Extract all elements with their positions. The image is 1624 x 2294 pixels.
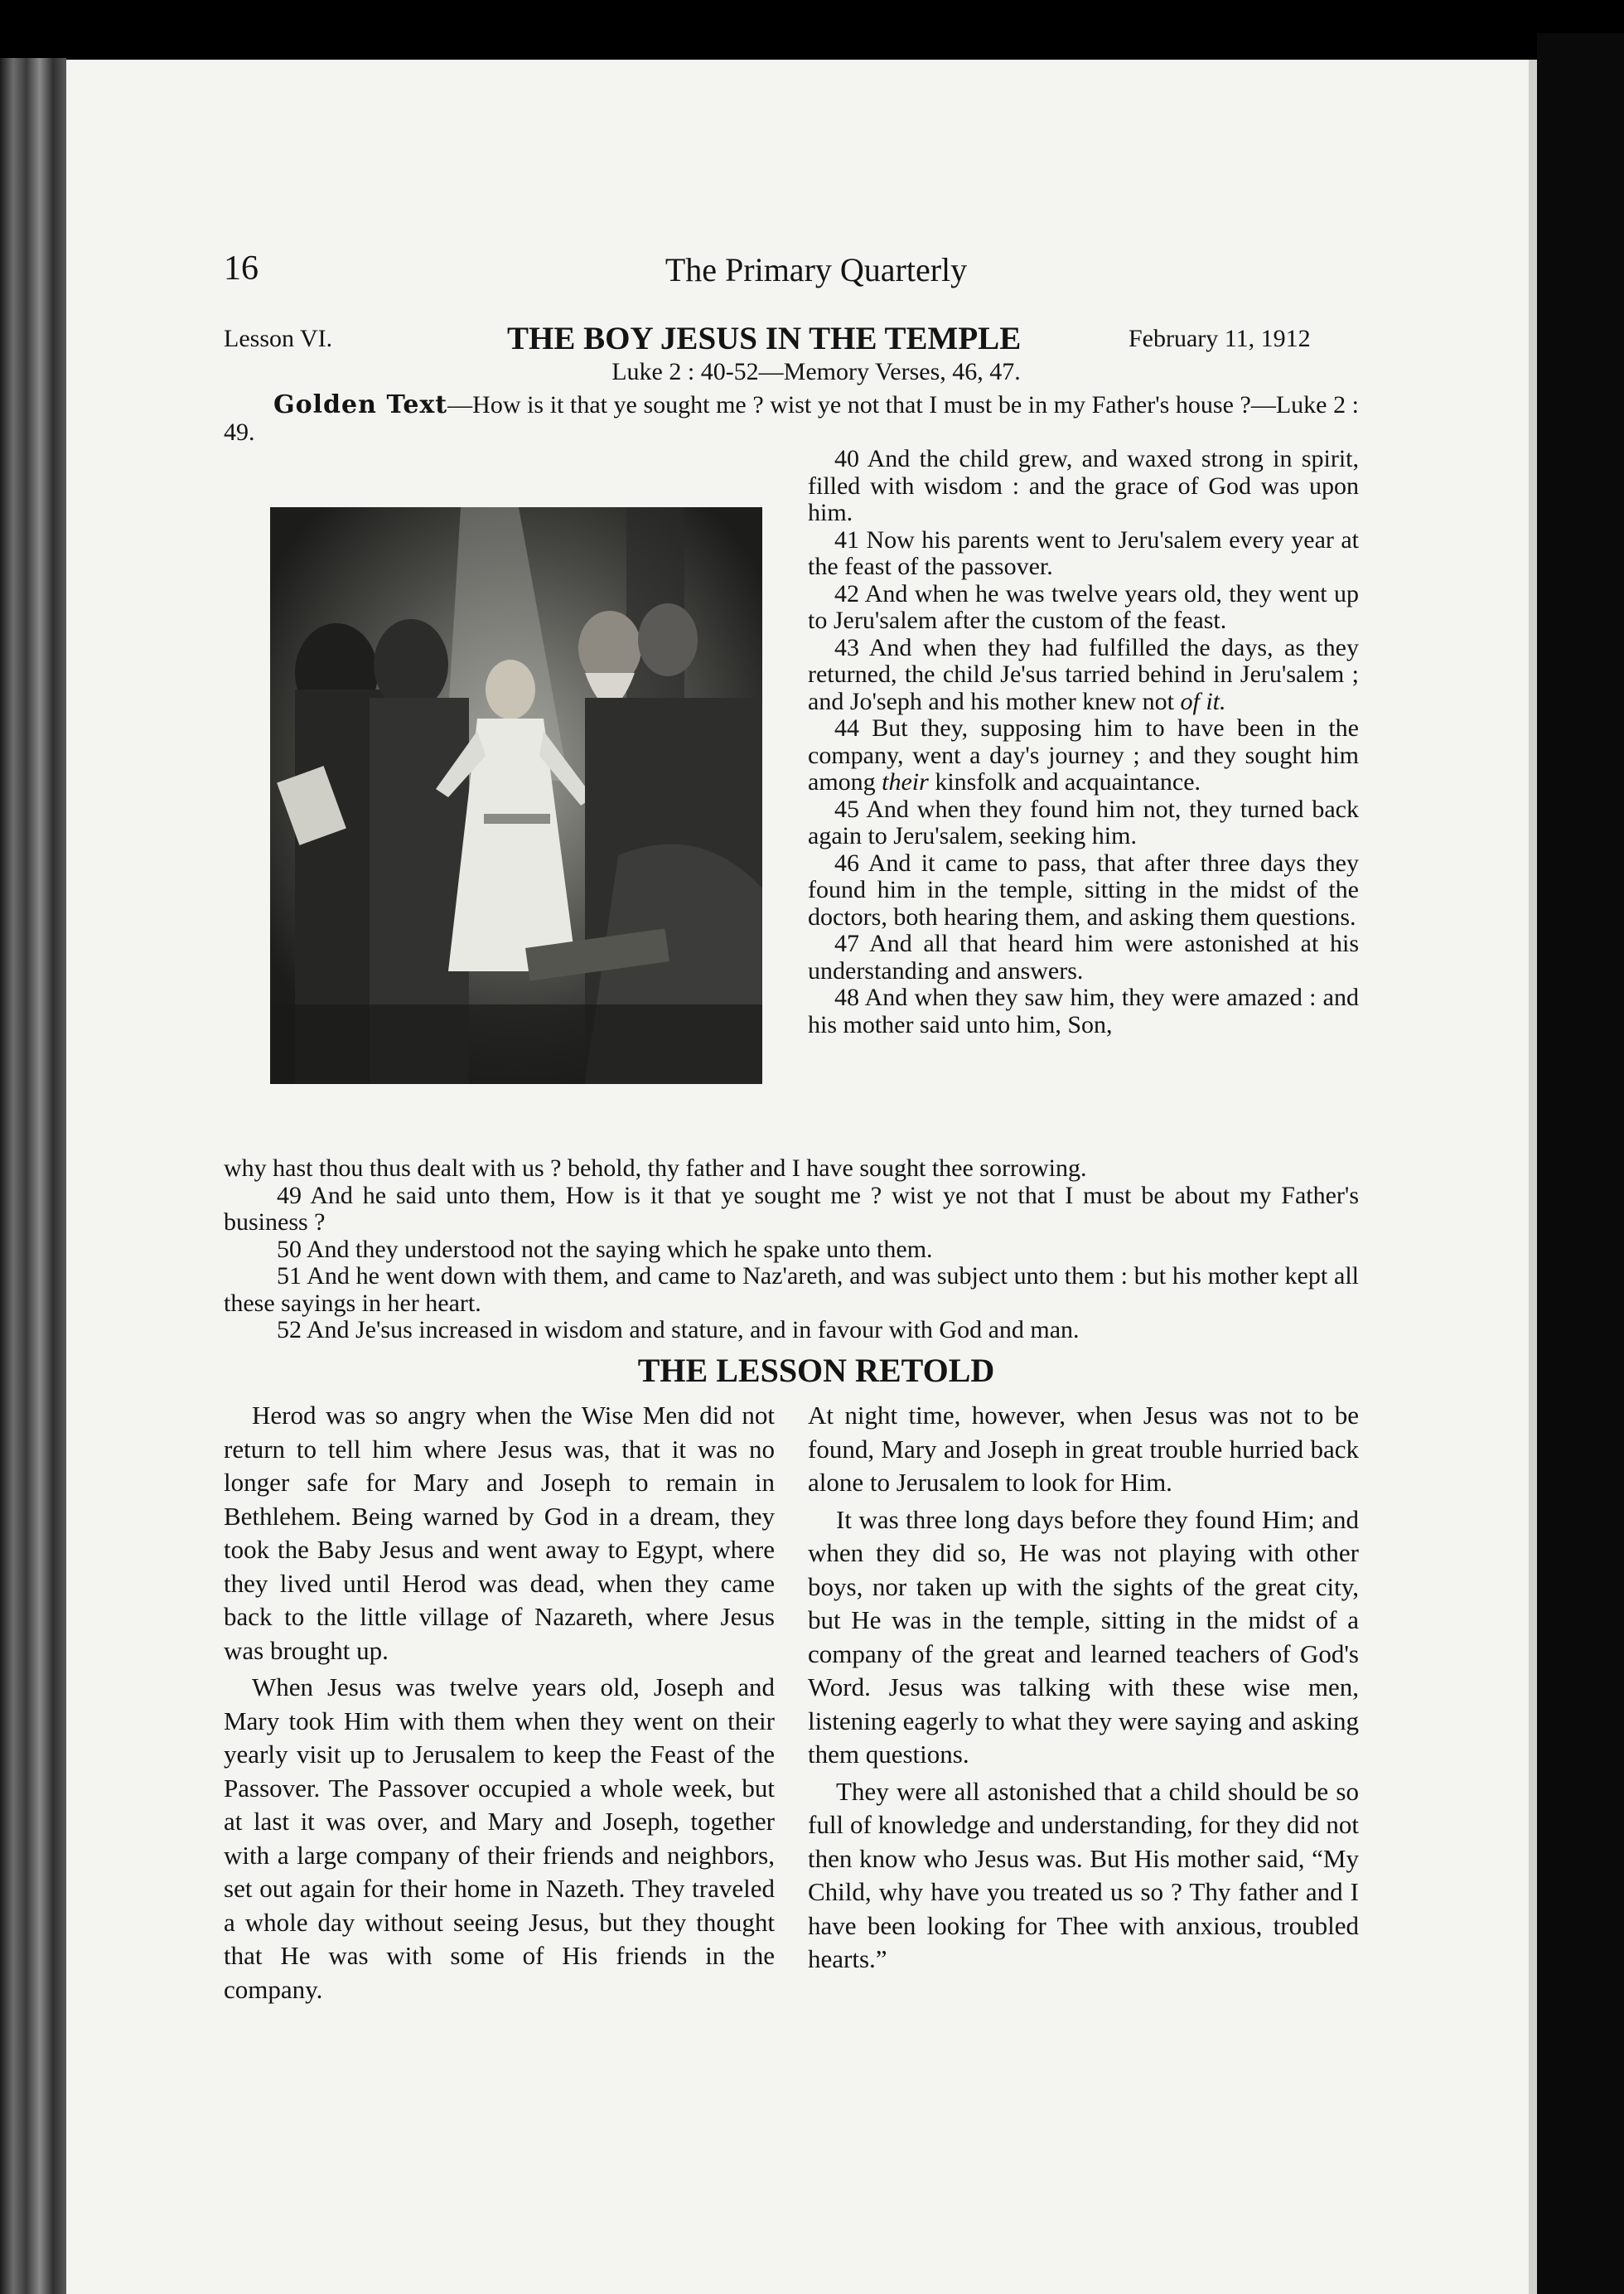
verses-right-column (808, 446, 1359, 1038)
running-title: The Primary Quarterly (665, 251, 968, 288)
retold-heading: THE LESSON RETOLD (637, 1352, 995, 1389)
retold-paragraph: Herod was so angry when the Wise Men did not return to tell him where Jesus was, that it was no longer safe for Mary and Joseph to remain in Bethlehem. Being warned by God in a dream, they took the Baby Jesus and went away to Egypt, where they lived until Herod was dead, when they came back to the little village of Nazareth, where Jesus was brought up. (224, 1401, 775, 1665)
verse-41: 41 Now his parents went to Jeru'salem every year at the feast of the passover. (808, 525, 1359, 580)
lesson-date: February 11, 1912 (1129, 325, 1311, 352)
lesson-label: Lesson VI. (224, 325, 333, 352)
golden-text-label: Golden Text (273, 390, 448, 419)
retold-paragraph: When Jesus was twelve years old, Joseph and Mary took Him with them when they went on their yearly visit up to Jerusalem to keep the Feast of the Passover. The Passover occupied a whole week, but at last it was over, and Mary and Joseph, together with a large company of their friends and neighbors, set out again for their home in Nazeth. They traveled a whole day without seeing Jesus, but they thought that He was with some of His friends in the company. (224, 1672, 775, 2004)
verse-44-text: 44 But they, supposing him to have been in the company, went a day's journey ; and they sought him among (808, 714, 1359, 796)
verse-40: 40 And the child grew, and waxed strong in spirit, filled with wisdom : and the grace of God was upon him. (808, 445, 1359, 526)
verse-52: 52 And Je'sus increased in wisdom and stature, and in favour with God and man. (277, 1316, 1080, 1343)
verse-47: 47 And all that heard him were astonished at his understanding and answers. (808, 930, 1359, 985)
verse-42: 42 And when he was twelve years old, they went up to Jeru'salem after the custom of the feast. (808, 579, 1359, 634)
verse-45: 45 And when they found him not, they turned back again to Jeru'salem, seeking him. (808, 795, 1359, 849)
scripture-reference: Luke 2 : 40-52—Memory Verses, 46, 47. (611, 358, 1021, 385)
golden-text (224, 391, 1359, 446)
retold-paragraph: At night time, however, when Jesus was not to be found, Mary and Joseph in great trouble hurried back alone to Jerusalem to look for Him. (808, 1401, 1359, 1497)
retold-right-column (808, 1399, 1359, 1980)
verse-44-text-end: kinsfolk and acquaintance. (935, 768, 1201, 796)
verse-44 (808, 715, 1359, 796)
retold-paragraph: It was three long days before they found Him; and when they did so, He was not playing with other boys, nor taken up with the sights of the great city, but He was in the temple, sitting in the midst of a company of the great and learned teachers of God's Word. Jesus was talking with these wise men, listening eagerly to what they were saying and asking them questions. (808, 1504, 1359, 1769)
verse-43-text: 43 And when they had fulfilled the days, as they returned, the child Je'sus tarried behind in Jeru'salem ; and Jo'seph and his mother knew not (808, 633, 1359, 715)
verse-44-italic: their (882, 768, 929, 796)
verse-43 (808, 635, 1359, 716)
verse-48-start: 48 And when they saw him, they were amazed : and his mother said unto him, Son, (808, 984, 1359, 1038)
page-edge (1529, 60, 1537, 2294)
golden-text-body: —How is it that ye sought me ? wist ye not that I must be in my Father's house ?—Luke 2 : 49. (224, 391, 1359, 446)
verse-46: 46 And it came to pass, that after three days they found him in the temple, sitting in the midst of the doctors, both hearing them, and asking them questions. (808, 849, 1359, 931)
retold-paragraph: They were all astonished that a child should be so full of knowledge and understanding, for they did not then know who Jesus was. But His mother said, “My Child, why have you treated us so ? Thy father and I have been looking for Thee with anxious, troubled hearts.” (808, 1776, 1359, 1973)
background-dark (1537, 33, 1624, 2294)
verse-49: 49 And he said unto them, How is it that ye sought me ? wist ye not that I must be about my Father's business ? (224, 1181, 1359, 1236)
verse-48-end: why hast thou thus dealt with us ? behold, thy father and I have sought thee sorrowing. (224, 1154, 1087, 1182)
verse-51: 51 And he went down with them, and came to Naz'areth, and was subject unto them : but his mother kept all these sayings in her heart. (224, 1262, 1359, 1317)
retold-left-column (224, 1399, 775, 2010)
verse-50: 50 And they understood not the saying which he spake unto them. (277, 1235, 933, 1263)
lesson-title: THE BOY JESUS IN THE TEMPLE (507, 321, 1022, 356)
verses-full-width (224, 1155, 1359, 1344)
verse-43-italic: of it. (1180, 687, 1226, 715)
page-number: 16 (224, 249, 259, 288)
illustration-boy-jesus-in-temple (270, 507, 762, 1084)
book-binding-edge (0, 58, 66, 2294)
